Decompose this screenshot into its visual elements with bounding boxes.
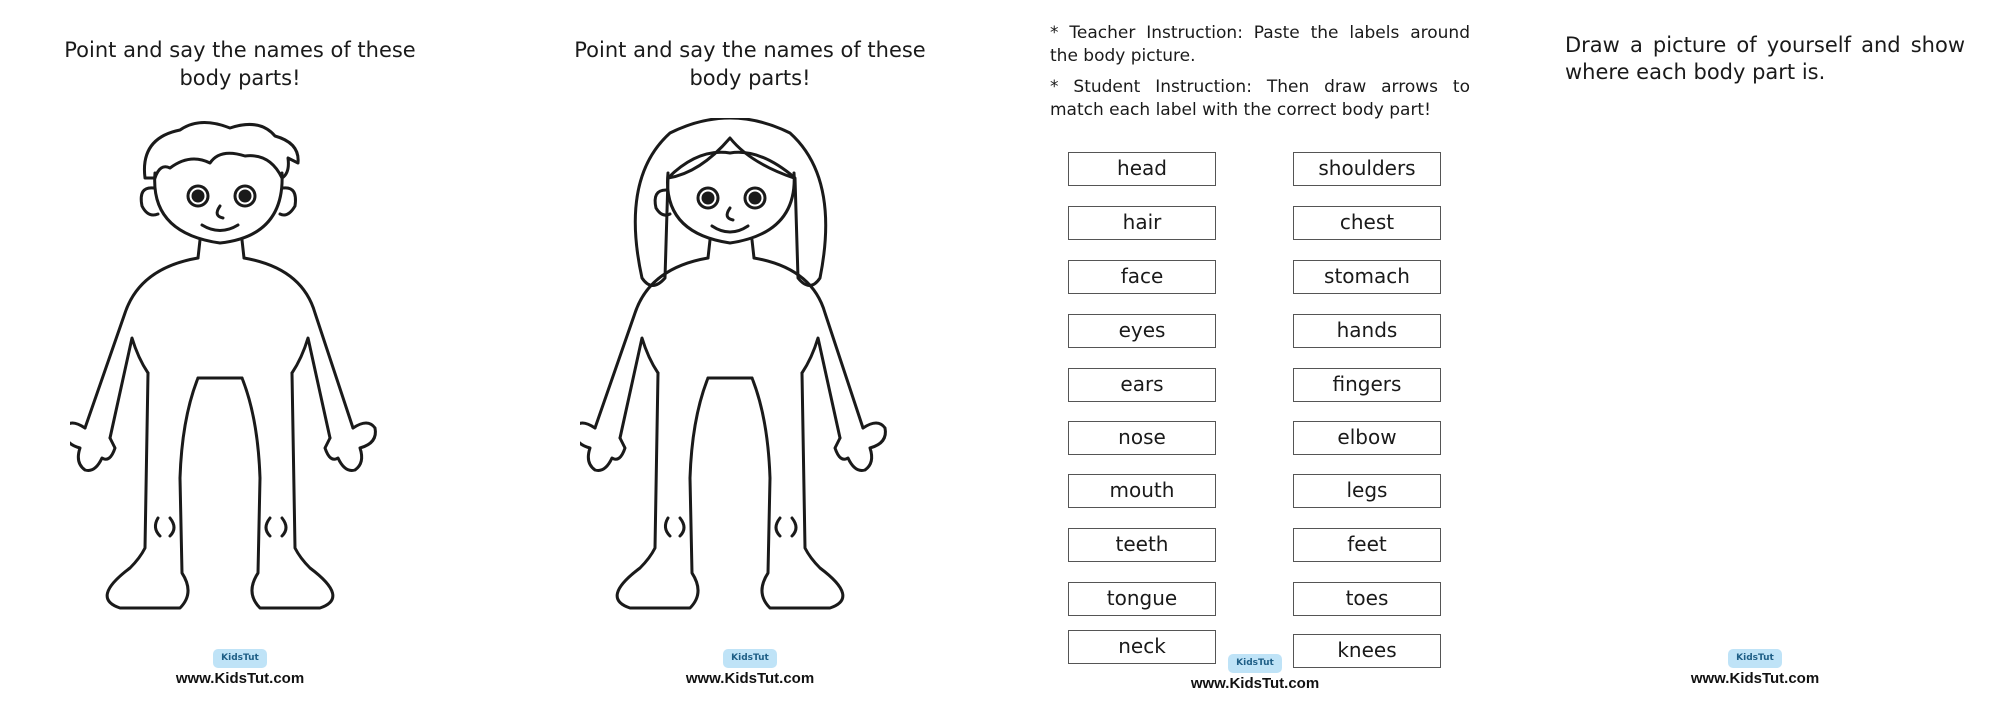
girl-page [510,0,990,713]
label-fingers: fingers [1293,368,1441,402]
label-feet: feet [1293,528,1441,562]
label-hair: hair [1068,206,1216,240]
label-mouth: mouth [1068,474,1216,508]
label-toes: toes [1293,582,1441,616]
boy-body-illustration [70,118,410,638]
kidstut-url[interactable]: www.KidsTut.com [1190,675,1320,692]
girl-body-illustration [580,118,920,638]
label-teeth: teeth [1068,528,1216,562]
kidstut-brand [650,645,850,687]
draw-instruction: Draw a picture of yourself and show where each body part is. [1565,33,1965,84]
kidstut-url[interactable]: www.KidsTut.com [1690,670,1820,687]
label-eyes: eyes [1068,314,1216,348]
label-knees: knees [1293,634,1441,668]
label-elbow: elbow [1293,421,1441,455]
boy-page-title: Point and say the names of these body parts! [64,38,416,90]
kidstut-brand [1655,645,1855,687]
label-ears: ears [1068,368,1216,402]
kidstut-brand [140,645,340,687]
student-instruction: * Student Instruction: Then draw arrows to match each label with the correct body part! [1050,77,1470,120]
girl-page-title: Point and say the names of these body parts! [574,38,926,90]
kidstut-logo: KidsTut [723,649,777,668]
label-face: face [1068,260,1216,294]
kidstut-logo: KidsTut [1228,654,1282,673]
teacher-instruction: * Teacher Instruction: Paste the labels around the body picture. [1050,23,1470,66]
label-nose: nose [1068,421,1216,455]
kidstut-url[interactable]: www.KidsTut.com [175,670,305,687]
label-chest: chest [1293,206,1441,240]
label-legs: legs [1293,474,1441,508]
label-head: head [1068,152,1216,186]
label-shoulders: shoulders [1293,152,1441,186]
draw-page [1545,0,2000,713]
label-stomach: stomach [1293,260,1441,294]
label-neck: neck [1068,630,1216,664]
boy-page [0,0,480,713]
kidstut-logo: KidsTut [213,649,267,668]
kidstut-brand [1155,650,1355,692]
label-hands: hands [1293,314,1441,348]
kidstut-logo: KidsTut [1728,649,1782,668]
kidstut-url[interactable]: www.KidsTut.com [685,670,815,687]
labels-page [1030,0,1490,713]
label-tongue: tongue [1068,582,1216,616]
